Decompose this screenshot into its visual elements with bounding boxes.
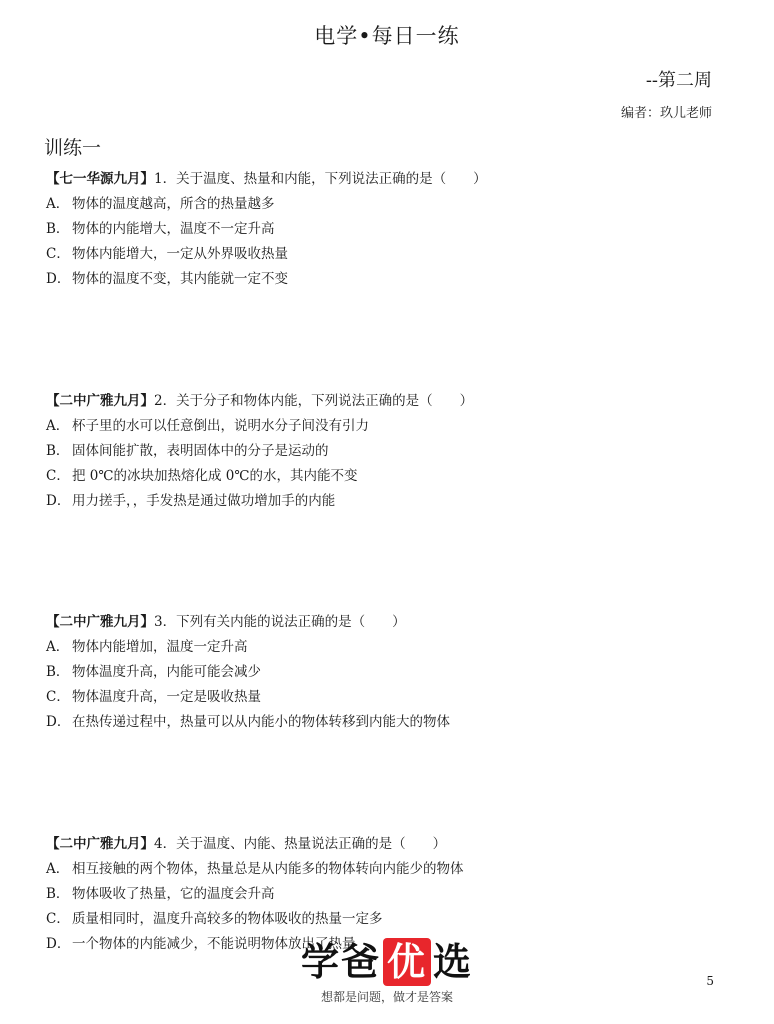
option-c: C． 质量相同时，温度升高较多的物体吸收的热量一定多 — [46, 911, 383, 927]
brand-watermark — [0, 938, 774, 1005]
page-number: 5 — [706, 974, 714, 988]
question-3 — [46, 610, 726, 735]
option-d: D． 一个物体的内能减少，不能说明物体放出了热量 — [46, 936, 356, 952]
option-d: D． 在热传递过程中，热量可以从内能小的物体转移到内能大的物体 — [46, 714, 450, 730]
question-source-tag: 【七一华源九月】 — [46, 171, 154, 187]
page-subtitle: --第二周 — [645, 70, 712, 91]
question-2 — [46, 389, 726, 514]
question-stem — [46, 167, 726, 192]
option-a: A． 相互接触的两个物体，热量总是从内能多的物体转向内能少的物体 — [46, 861, 464, 877]
option-b: B． 固体间能扩散，表明固体中的分子是运动的 — [46, 443, 329, 459]
question-text: 4．关于温度、内能、热量说法正确的是（ ） — [154, 836, 447, 852]
option-b: B． 物体温度升高，内能可能会减少 — [46, 664, 261, 680]
option-b: B． 物体吸收了热量，它的温度会升高 — [46, 886, 275, 902]
section-heading: 训练一 — [44, 137, 102, 159]
option-a: A． 物体的温度越高，所含的热量越多 — [46, 196, 275, 212]
brand-slogan: 想都是问题，做才是答案 — [320, 990, 453, 1004]
question-source-tag: 【二中广雅九月】 — [46, 393, 154, 409]
page-title: 电学•每日一练 — [314, 24, 460, 48]
option-d: D． 物体的温度不变，其内能就一定不变 — [46, 271, 288, 287]
option-a: A． 杯子里的水可以任意倒出，说明水分子间没有引力 — [46, 418, 369, 434]
editor-credit: 编者：玖儿老师 — [620, 106, 712, 121]
question-stem — [46, 389, 726, 414]
brand-highlight-box: 优 — [383, 938, 431, 986]
option-c: C． 物体温度升高，一定是吸收热量 — [46, 689, 261, 705]
question-text: 3．下列有关内能的说法正确的是（ ） — [154, 614, 406, 630]
question-stem — [46, 610, 726, 635]
question-text: 2．关于分子和物体内能，下列说法正确的是（ ） — [154, 393, 474, 409]
option-c: C． 物体内能增大，一定从外界吸收热量 — [46, 246, 288, 262]
option-a: A． 物体内能增加，温度一定升高 — [46, 639, 248, 655]
question-text: 1．关于温度、热量和内能，下列说法正确的是（ ） — [154, 171, 487, 187]
brand-logo: 学爸 优 选 — [300, 940, 474, 984]
question-1 — [46, 167, 726, 292]
question-stem — [46, 832, 726, 857]
option-d: D． 用力搓手，，手发热是通过做功增加手的内能 — [46, 493, 336, 509]
question-source-tag: 【二中广雅九月】 — [46, 836, 154, 852]
option-c: C． 把 0℃的冰块加热熔化成 0℃的水，其内能不变 — [46, 468, 358, 484]
option-b: B． 物体的内能增大，温度不一定升高 — [46, 221, 275, 237]
question-source-tag: 【二中广雅九月】 — [46, 614, 154, 630]
